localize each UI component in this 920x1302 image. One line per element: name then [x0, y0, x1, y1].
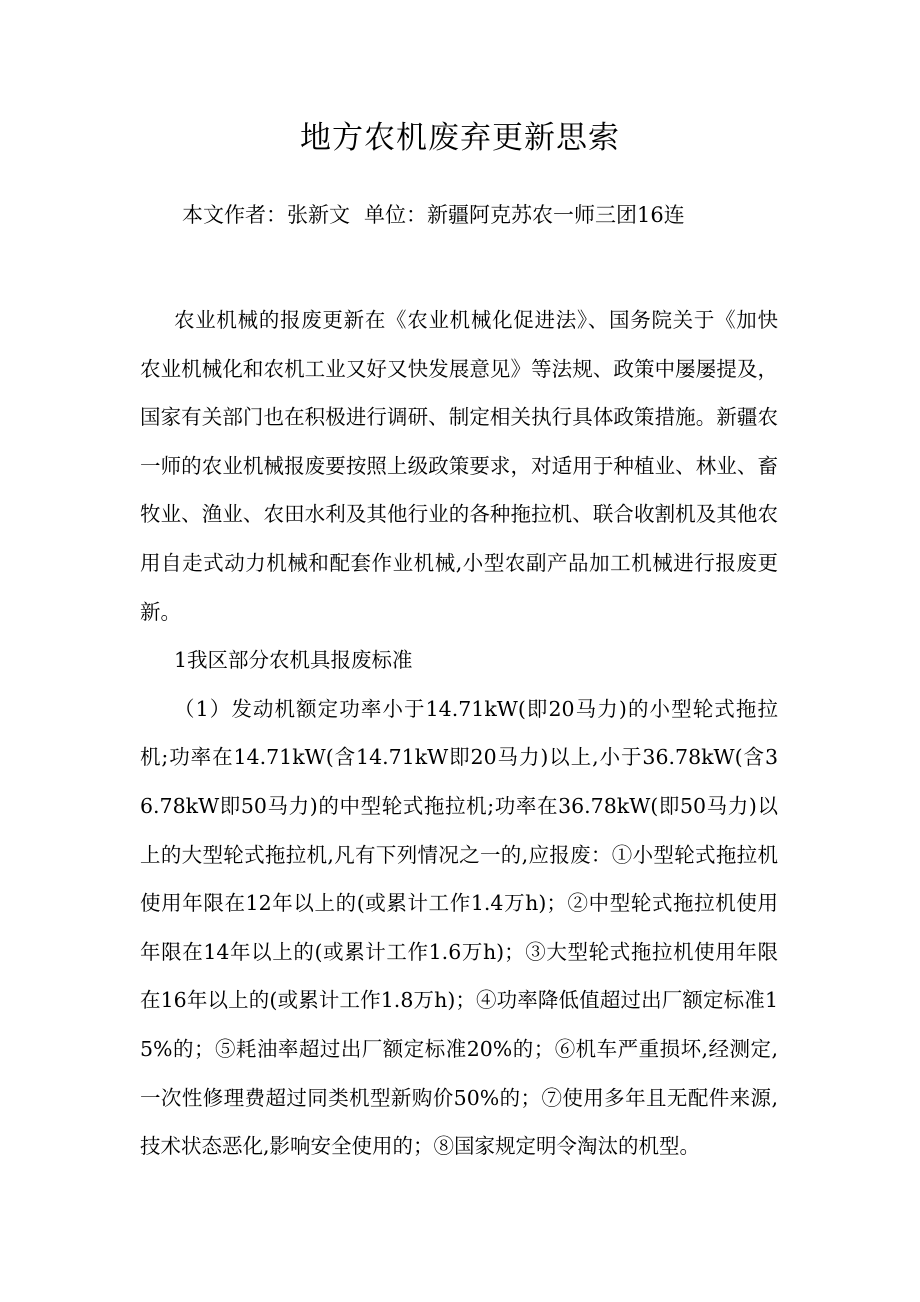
- section-paragraph: （1）发动机额定功率小于14.71kW(即20马力)的小型轮式拖拉机;功率在14.71kW(含14.71kW即20马力)以上,小于36.78kW(含36.78kW即50马力)的中型轮式拖拉机;功率在36.78kW(即50马力)以上的大型轮式拖拉机,凡有下列情况之一的,应报废：①小型轮式拖拉机使用年限在12年以上的(或累计工作1.4万h)；②中型轮式拖拉机使用年限在14年以上的(或累计工作1.6万h)；③大型轮式拖拉机使用年限在16年以上的(或累计工作1.8万h)；④功率降低值超过出厂额定标准15%的；⑤耗油率超过出厂额定标准20%的；⑥机车严重损坏,经测定,一次性修理费超过同类机型新购价50%的；⑦使用多年且无配件来源,技术状态恶化,影响安全使用的；⑧国家规定明令淘汰的机型。: [140, 696, 778, 1159]
- author-name: 本文作者：张新文: [182, 203, 350, 227]
- document-title: 地方农机废弃更新思索: [300, 120, 620, 156]
- document-body: [140, 296, 778, 1171]
- author-line: [182, 200, 685, 230]
- intro-paragraph: 农业机械的报废更新在《农业机械化促进法》、国务院关于《加快农业机械化和农机工业又好又快发展意见》等法规、政策中屡屡提及，国家有关部门也在积极进行调研、制定相关执行具体政策措施。新疆农一师的农业机械报废要按照上级政策要求，对适用于种植业、林业、畜牧业、渔业、农田水利及其他行业的各种拖拉机、联合收割机及其他农用自走式动力机械和配套作业机械,小型农副产品加工机械进行报废更新。: [140, 308, 778, 624]
- section-heading: 1我区部分农机具报废标准: [174, 648, 413, 673]
- author-unit: 单位：新疆阿克苏农一师三团16连: [364, 203, 685, 227]
